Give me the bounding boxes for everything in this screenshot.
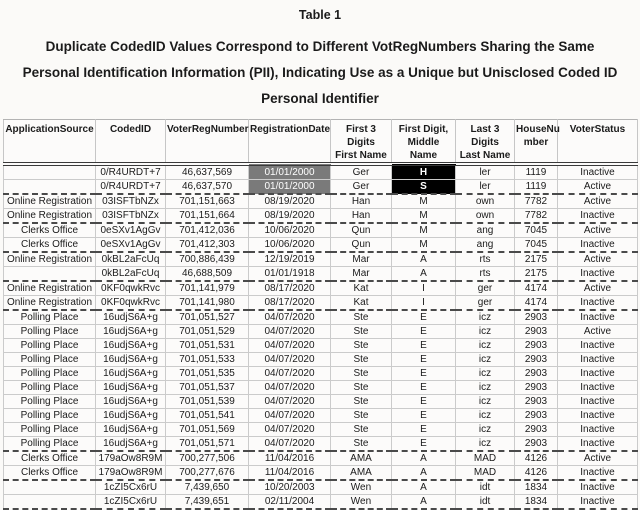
table-row <box>4 281 638 296</box>
column-header-voter-status: VoterStatus <box>558 120 638 165</box>
cell-application-source: Polling Place <box>4 367 96 381</box>
column-header-application-source: ApplicationSource <box>4 120 96 165</box>
cell-first-digit-middle-name: E <box>392 409 456 423</box>
cell-first-digit-middle-name: E <box>392 353 456 367</box>
cell-registration-date: 01/01/2000 <box>249 180 331 195</box>
cell-voter-status: Inactive <box>558 495 638 510</box>
cell-coded-id: 16udjS6A+g <box>96 353 166 367</box>
column-header-house-number: HouseNu mber <box>515 120 558 165</box>
cell-house-number: 1834 <box>515 495 558 510</box>
cell-first-3-digits-first-name: Wen <box>331 480 392 495</box>
cell-coded-id: 16udjS6A+g <box>96 423 166 437</box>
cell-voter-status: Active <box>558 223 638 238</box>
cell-last-3-digits-last-name: MAD <box>456 466 515 481</box>
cell-voter-reg-number: 7,439,651 <box>166 495 249 510</box>
cell-first-3-digits-first-name: Ste <box>331 367 392 381</box>
cell-house-number: 1119 <box>515 164 558 180</box>
cell-first-digit-middle-name: A <box>392 267 456 282</box>
cell-first-digit-middle-name: A <box>392 495 456 510</box>
cell-application-source: Online Registration <box>4 252 96 267</box>
cell-coded-id: 16udjS6A+g <box>96 367 166 381</box>
table-row <box>4 296 638 311</box>
cell-voter-reg-number: 701,141,979 <box>166 281 249 296</box>
cell-first-digit-middle-name: A <box>392 480 456 495</box>
cell-application-source: Polling Place <box>4 310 96 325</box>
cell-first-digit-middle-name: A <box>392 252 456 267</box>
table-header <box>4 120 638 165</box>
table-row <box>4 466 638 481</box>
cell-voter-status: Active <box>558 281 638 296</box>
cell-house-number: 7045 <box>515 238 558 253</box>
cell-registration-date: 11/04/2016 <box>249 466 331 481</box>
cell-last-3-digits-last-name: icz <box>456 353 515 367</box>
cell-last-3-digits-last-name: MAD <box>456 451 515 466</box>
caption-line-2: Personal Identification Information (PII), Indicating Use as a Unique but Unisclosed Coded ID <box>22 65 618 80</box>
cell-coded-id: 16udjS6A+g <box>96 409 166 423</box>
cell-application-source: Polling Place <box>4 395 96 409</box>
cell-first-3-digits-first-name: Mar <box>331 252 392 267</box>
cell-coded-id: 0/R4URDT+7 <box>96 164 166 180</box>
cell-last-3-digits-last-name: rts <box>456 267 515 282</box>
column-header-last-3-digits-last-name: Last 3 Digits Last Name <box>456 120 515 165</box>
cell-last-3-digits-last-name: idt <box>456 480 515 495</box>
cell-first-digit-middle-name: E <box>392 395 456 409</box>
cell-first-digit-middle-name: E <box>392 339 456 353</box>
cell-voter-status: Inactive <box>558 381 638 395</box>
cell-application-source: Clerks Office <box>4 451 96 466</box>
cell-house-number: 2903 <box>515 437 558 452</box>
cell-voter-reg-number: 701,151,664 <box>166 209 249 224</box>
cell-house-number: 2903 <box>515 409 558 423</box>
cell-application-source: Polling Place <box>4 423 96 437</box>
cell-voter-reg-number: 701,051,533 <box>166 353 249 367</box>
table-row <box>4 180 638 195</box>
cell-application-source: Clerks Office <box>4 223 96 238</box>
cell-application-source: Online Registration <box>4 296 96 311</box>
cell-voter-status: Inactive <box>558 164 638 180</box>
cell-house-number: 4174 <box>515 281 558 296</box>
cell-registration-date: 08/19/2020 <box>249 209 331 224</box>
table-row <box>4 423 638 437</box>
cell-last-3-digits-last-name: icz <box>456 437 515 452</box>
cell-first-digit-middle-name: E <box>392 310 456 325</box>
cell-first-digit-middle-name: E <box>392 367 456 381</box>
cell-house-number: 2175 <box>515 252 558 267</box>
cell-registration-date: 08/17/2020 <box>249 281 331 296</box>
cell-registration-date: 12/19/2019 <box>249 252 331 267</box>
column-header-first-3-digits-first-name: First 3 Digits First Name <box>331 120 392 165</box>
cell-application-source: Online Registration <box>4 209 96 224</box>
cell-coded-id: 0/R4URDT+7 <box>96 180 166 195</box>
cell-registration-date: 04/07/2020 <box>249 339 331 353</box>
table-row <box>4 381 638 395</box>
cell-first-digit-middle-name: E <box>392 325 456 339</box>
table-row <box>4 495 638 510</box>
table-row <box>4 223 638 238</box>
cell-first-3-digits-first-name: Qun <box>331 223 392 238</box>
cell-last-3-digits-last-name: rts <box>456 252 515 267</box>
cell-voter-status: Inactive <box>558 209 638 224</box>
cell-application-source: Clerks Office <box>4 466 96 481</box>
cell-voter-reg-number: 701,412,036 <box>166 223 249 238</box>
cell-coded-id: 1cZI5Cx6rU <box>96 495 166 510</box>
cell-coded-id: 03ISFTbNZx <box>96 194 166 209</box>
table-row <box>4 267 638 282</box>
cell-first-3-digits-first-name: Kat <box>331 296 392 311</box>
table-row <box>4 164 638 180</box>
cell-application-source: Polling Place <box>4 409 96 423</box>
cell-first-3-digits-first-name: Han <box>331 209 392 224</box>
cell-voter-status: Inactive <box>558 238 638 253</box>
cell-registration-date: 04/07/2020 <box>249 395 331 409</box>
table-row <box>4 209 638 224</box>
cell-first-3-digits-first-name: Han <box>331 194 392 209</box>
header-row <box>4 120 638 165</box>
cell-coded-id: 0KF0qwkRvc <box>96 281 166 296</box>
cell-registration-date: 04/07/2020 <box>249 437 331 452</box>
table-row <box>4 339 638 353</box>
cell-voter-reg-number: 700,277,506 <box>166 451 249 466</box>
cell-first-3-digits-first-name: Wen <box>331 495 392 510</box>
cell-voter-reg-number: 701,051,537 <box>166 381 249 395</box>
cell-first-digit-middle-name: M <box>392 209 456 224</box>
cell-last-3-digits-last-name: icz <box>456 381 515 395</box>
cell-last-3-digits-last-name: ger <box>456 296 515 311</box>
cell-registration-date: 10/20/2003 <box>249 480 331 495</box>
cell-application-source <box>4 480 96 495</box>
cell-voter-reg-number: 46,688,509 <box>166 267 249 282</box>
cell-coded-id: 0eSXv1AgGv <box>96 223 166 238</box>
cell-registration-date: 01/01/1918 <box>249 267 331 282</box>
table-row <box>4 238 638 253</box>
cell-voter-status: Inactive <box>558 367 638 381</box>
cell-first-3-digits-first-name: Ger <box>331 164 392 180</box>
cell-registration-date: 10/06/2020 <box>249 223 331 238</box>
cell-last-3-digits-last-name: icz <box>456 325 515 339</box>
cell-coded-id: 179aOw8R9M <box>96 451 166 466</box>
cell-house-number: 2903 <box>515 353 558 367</box>
cell-registration-date: 02/11/2004 <box>249 495 331 510</box>
cell-voter-status: Inactive <box>558 437 638 452</box>
cell-registration-date: 08/19/2020 <box>249 194 331 209</box>
cell-registration-date: 04/07/2020 <box>249 409 331 423</box>
cell-first-digit-middle-name: M <box>392 223 456 238</box>
cell-voter-status: Inactive <box>558 267 638 282</box>
table-row <box>4 395 638 409</box>
cell-first-digit-middle-name: I <box>392 296 456 311</box>
cell-voter-status: Inactive <box>558 480 638 495</box>
cell-first-digit-middle-name: M <box>392 238 456 253</box>
cell-house-number: 2175 <box>515 267 558 282</box>
cell-coded-id: 16udjS6A+g <box>96 437 166 452</box>
table-row <box>4 252 638 267</box>
cell-first-3-digits-first-name: Ste <box>331 437 392 452</box>
cell-voter-reg-number: 701,051,539 <box>166 395 249 409</box>
cell-first-3-digits-first-name: Ste <box>331 310 392 325</box>
cell-voter-reg-number: 701,141,980 <box>166 296 249 311</box>
table-number-title: Table 1 <box>298 8 342 22</box>
cell-first-digit-middle-name: M <box>392 194 456 209</box>
cell-voter-reg-number: 701,051,531 <box>166 339 249 353</box>
cell-coded-id: 16udjS6A+g <box>96 381 166 395</box>
cell-last-3-digits-last-name: icz <box>456 423 515 437</box>
cell-registration-date: 08/17/2020 <box>249 296 331 311</box>
cell-voter-reg-number: 46,637,570 <box>166 180 249 195</box>
cell-voter-status: Inactive <box>558 466 638 481</box>
cell-house-number: 4126 <box>515 466 558 481</box>
cell-application-source: Online Registration <box>4 194 96 209</box>
cell-application-source: Polling Place <box>4 437 96 452</box>
cell-house-number: 2903 <box>515 423 558 437</box>
cell-voter-status: Inactive <box>558 296 638 311</box>
cell-last-3-digits-last-name: icz <box>456 310 515 325</box>
table-row <box>4 367 638 381</box>
cell-voter-status: Active <box>558 194 638 209</box>
cell-registration-date: 01/01/2000 <box>249 164 331 180</box>
cell-first-digit-middle-name: H <box>392 164 456 180</box>
cell-house-number: 1834 <box>515 480 558 495</box>
cell-first-digit-middle-name: S <box>392 180 456 195</box>
cell-first-3-digits-first-name: Ste <box>331 339 392 353</box>
cell-house-number: 2903 <box>515 325 558 339</box>
column-header-registration-date: RegistrationDate <box>249 120 331 165</box>
cell-last-3-digits-last-name: icz <box>456 367 515 381</box>
cell-last-3-digits-last-name: icz <box>456 339 515 353</box>
cell-first-3-digits-first-name: Kat <box>331 281 392 296</box>
cell-voter-status: Inactive <box>558 353 638 367</box>
cell-voter-status: Active <box>558 325 638 339</box>
cell-voter-reg-number: 700,886,439 <box>166 252 249 267</box>
column-header-first-digit-middle-name: First Digit, Middle Name <box>392 120 456 165</box>
cell-house-number: 4126 <box>515 451 558 466</box>
cell-voter-reg-number: 700,277,676 <box>166 466 249 481</box>
table-row <box>4 325 638 339</box>
table-row <box>4 310 638 325</box>
cell-coded-id: 0kBL2aFcUq <box>96 267 166 282</box>
cell-first-3-digits-first-name: Ger <box>331 180 392 195</box>
cell-coded-id: 16udjS6A+g <box>96 310 166 325</box>
cell-first-3-digits-first-name: Ste <box>331 395 392 409</box>
cell-application-source: Polling Place <box>4 339 96 353</box>
cell-first-3-digits-first-name: Ste <box>331 423 392 437</box>
cell-house-number: 1119 <box>515 180 558 195</box>
cell-first-3-digits-first-name: Ste <box>331 381 392 395</box>
cell-voter-status: Inactive <box>558 339 638 353</box>
cell-first-3-digits-first-name: Ste <box>331 325 392 339</box>
cell-voter-status: Inactive <box>558 395 638 409</box>
cell-last-3-digits-last-name: own <box>456 209 515 224</box>
cell-voter-status: Inactive <box>558 310 638 325</box>
cell-application-source: Polling Place <box>4 353 96 367</box>
cell-registration-date: 10/06/2020 <box>249 238 331 253</box>
cell-first-digit-middle-name: A <box>392 466 456 481</box>
cell-application-source <box>4 495 96 510</box>
cell-first-3-digits-first-name: Mar <box>331 267 392 282</box>
cell-application-source <box>4 164 96 180</box>
table-row <box>4 353 638 367</box>
table-caption <box>0 34 640 112</box>
table-row <box>4 437 638 452</box>
cell-application-source: Clerks Office <box>4 238 96 253</box>
caption-line-1: Duplicate CodedID Values Correspond to Different VotRegNumbers Sharing the Same <box>45 39 595 54</box>
cell-registration-date: 04/07/2020 <box>249 423 331 437</box>
cell-voter-status: Inactive <box>558 423 638 437</box>
cell-application-source: Polling Place <box>4 325 96 339</box>
cell-coded-id: 179aOw8R9M <box>96 466 166 481</box>
cell-last-3-digits-last-name: ang <box>456 238 515 253</box>
caption-line-3: Personal Identifier <box>261 91 379 106</box>
cell-first-digit-middle-name: E <box>392 437 456 452</box>
cell-coded-id: 16udjS6A+g <box>96 325 166 339</box>
cell-voter-reg-number: 701,151,663 <box>166 194 249 209</box>
table-row <box>4 480 638 495</box>
cell-voter-reg-number: 701,051,569 <box>166 423 249 437</box>
cell-registration-date: 04/07/2020 <box>249 353 331 367</box>
cell-house-number: 2903 <box>515 310 558 325</box>
cell-registration-date: 04/07/2020 <box>249 381 331 395</box>
cell-voter-status: Inactive <box>558 409 638 423</box>
cell-voter-reg-number: 701,051,527 <box>166 310 249 325</box>
cell-last-3-digits-last-name: own <box>456 194 515 209</box>
cell-voter-status: Active <box>558 252 638 267</box>
cell-voter-reg-number: 701,051,529 <box>166 325 249 339</box>
cell-house-number: 4174 <box>515 296 558 311</box>
cell-house-number: 2903 <box>515 381 558 395</box>
cell-voter-reg-number: 701,412,303 <box>166 238 249 253</box>
cell-voter-reg-number: 701,051,541 <box>166 409 249 423</box>
cell-first-digit-middle-name: E <box>392 381 456 395</box>
cell-last-3-digits-last-name: ger <box>456 281 515 296</box>
cell-first-digit-middle-name: I <box>392 281 456 296</box>
cell-coded-id: 16udjS6A+g <box>96 339 166 353</box>
cell-registration-date: 04/07/2020 <box>249 325 331 339</box>
cell-application-source <box>4 267 96 282</box>
column-header-voter-reg-number: VoterRegNumber <box>166 120 249 165</box>
column-header-coded-id: CodedID <box>96 120 166 165</box>
cell-voter-reg-number: 701,051,535 <box>166 367 249 381</box>
cell-application-source <box>4 180 96 195</box>
cell-registration-date: 04/07/2020 <box>249 310 331 325</box>
table-row <box>4 409 638 423</box>
cell-house-number: 7045 <box>515 223 558 238</box>
cell-application-source: Online Registration <box>4 281 96 296</box>
cell-application-source: Polling Place <box>4 381 96 395</box>
cell-voter-status: Active <box>558 451 638 466</box>
cell-last-3-digits-last-name: ler <box>456 180 515 195</box>
table-row <box>4 451 638 466</box>
cell-voter-reg-number: 7,439,650 <box>166 480 249 495</box>
cell-house-number: 2903 <box>515 367 558 381</box>
cell-voter-reg-number: 46,637,569 <box>166 164 249 180</box>
pii-duplicates-table <box>3 119 638 510</box>
table-row <box>4 194 638 209</box>
cell-last-3-digits-last-name: ang <box>456 223 515 238</box>
cell-coded-id: 0kBL2aFcUq <box>96 252 166 267</box>
cell-coded-id: 1cZI5Cx6rU <box>96 480 166 495</box>
cell-first-3-digits-first-name: Qun <box>331 238 392 253</box>
cell-coded-id: 03ISFTbNZx <box>96 209 166 224</box>
cell-registration-date: 04/07/2020 <box>249 367 331 381</box>
cell-house-number: 7782 <box>515 194 558 209</box>
cell-coded-id: 0KF0qwkRvc <box>96 296 166 311</box>
cell-last-3-digits-last-name: icz <box>456 395 515 409</box>
table-body <box>4 164 638 509</box>
cell-voter-status: Active <box>558 180 638 195</box>
cell-registration-date: 11/04/2016 <box>249 451 331 466</box>
cell-last-3-digits-last-name: idt <box>456 495 515 510</box>
cell-first-3-digits-first-name: AMA <box>331 466 392 481</box>
cell-first-3-digits-first-name: AMA <box>331 451 392 466</box>
cell-first-3-digits-first-name: Ste <box>331 353 392 367</box>
cell-first-digit-middle-name: E <box>392 423 456 437</box>
cell-last-3-digits-last-name: ler <box>456 164 515 180</box>
cell-house-number: 2903 <box>515 395 558 409</box>
cell-house-number: 7782 <box>515 209 558 224</box>
cell-last-3-digits-last-name: icz <box>456 409 515 423</box>
cell-first-3-digits-first-name: Ste <box>331 409 392 423</box>
cell-coded-id: 16udjS6A+g <box>96 395 166 409</box>
cell-voter-reg-number: 701,051,571 <box>166 437 249 452</box>
cell-coded-id: 0eSXv1AgGv <box>96 238 166 253</box>
cell-first-digit-middle-name: A <box>392 451 456 466</box>
cell-house-number: 2903 <box>515 339 558 353</box>
